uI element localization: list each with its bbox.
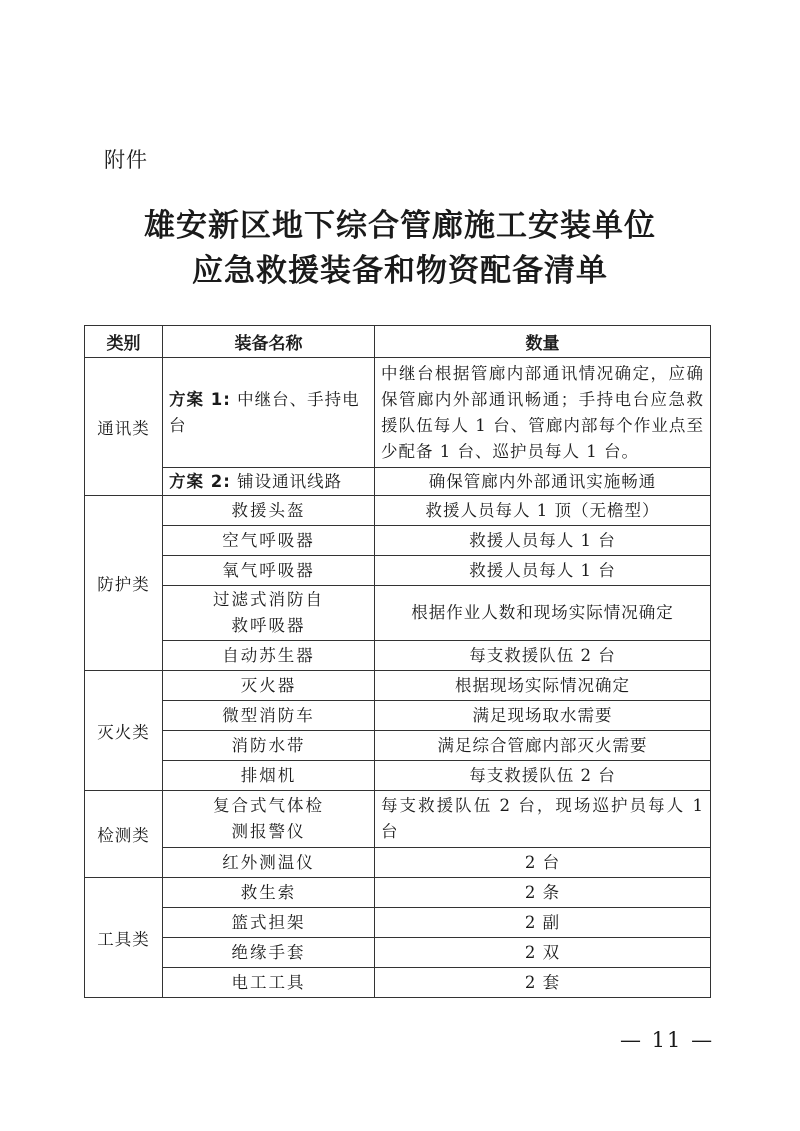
quantity-cell: 救援人员每人 1 台 — [375, 556, 711, 586]
equipment-name-cell: 篮式担架 — [163, 908, 375, 938]
attachment-label: 附件 — [104, 148, 148, 172]
table-row — [85, 556, 711, 586]
document-title-line-1: 雄安新区地下综合管廊施工安装单位 — [144, 208, 656, 244]
plan-2-name: 铺设通讯线路 — [237, 471, 343, 491]
quantity-cell: 救援人员每人 1 台 — [375, 526, 711, 556]
table-header-row — [85, 326, 711, 358]
quantity-cell: 2 台 — [375, 848, 711, 878]
quantity-cell: 每支救援队伍 2 台，现场巡护员每人 1 台 — [375, 791, 711, 848]
quantity-cell: 2 双 — [375, 938, 711, 968]
quantity-cell: 根据作业人数和现场实际情况确定 — [375, 586, 711, 641]
quantity-cell: 每支救援队伍 2 台 — [375, 641, 711, 671]
quantity-cell: 满足现场取水需要 — [375, 701, 711, 731]
quantity-cell: 确保管廊内外部通讯实施畅通 — [375, 468, 711, 496]
table-row — [85, 701, 711, 731]
equipment-name-cell: 救援头盔 — [163, 496, 375, 526]
header-equipment-name: 装备名称 — [163, 326, 375, 358]
table-row — [85, 641, 711, 671]
quantity-cell: 2 条 — [375, 878, 711, 908]
category-detection: 检测类 — [85, 791, 163, 878]
category-protection: 防护类 — [85, 496, 163, 671]
table-row — [85, 848, 711, 878]
equipment-name-cell: 消防水带 — [163, 731, 375, 761]
equipment-name-cell: 复合式气体检测报警仪 — [163, 791, 375, 848]
equipment-name-cell: 电工工具 — [163, 968, 375, 998]
quantity-cell: 每支救援队伍 2 台 — [375, 761, 711, 791]
table-row — [85, 878, 711, 908]
table-row — [85, 496, 711, 526]
equipment-name-cell: 排烟机 — [163, 761, 375, 791]
quantity-cell: 满足综合管廊内部灭火需要 — [375, 731, 711, 761]
category-tools: 工具类 — [85, 878, 163, 998]
plan-2-label: 方案 2: — [169, 471, 231, 491]
table-row — [85, 731, 711, 761]
table-row — [85, 526, 711, 556]
equipment-table — [84, 325, 711, 998]
equipment-name-cell: 灭火器 — [163, 671, 375, 701]
equipment-name-cell: 空气呼吸器 — [163, 526, 375, 556]
page-number: — 11 — — [620, 1028, 715, 1052]
quantity-cell: 根据现场实际情况确定 — [375, 671, 711, 701]
equipment-name-cell: 氧气呼吸器 — [163, 556, 375, 586]
table-row — [85, 938, 711, 968]
table-row — [85, 968, 711, 998]
table-row — [85, 791, 711, 848]
quantity-cell: 救援人员每人 1 顶（无檐型） — [375, 496, 711, 526]
category-fire-fighting: 灭火类 — [85, 671, 163, 791]
table-row — [85, 671, 711, 701]
table-row — [85, 908, 711, 938]
table-row — [85, 358, 711, 468]
header-category: 类别 — [85, 326, 163, 358]
equipment-name-cell — [163, 358, 375, 468]
quantity-cell: 2 套 — [375, 968, 711, 998]
equipment-name-cell: 红外测温仪 — [163, 848, 375, 878]
document-title-line-2: 应急救援装备和物资配备清单 — [192, 253, 608, 289]
equipment-name-cell: 过滤式消防自救呼吸器 — [163, 586, 375, 641]
plan-1-name: 中继台、手持电台 — [169, 389, 360, 435]
equipment-name-cell — [163, 468, 375, 496]
plan-1-label: 方案 1: — [169, 389, 231, 409]
quantity-cell: 中继台根据管廊内部通讯情况确定，应确保管廊内外部通讯畅通；手持电台应急救援队伍每人 1 台、管廊内部每个作业点至少配备 1 台、巡护员每人 1 台。 — [375, 358, 711, 468]
header-quantity: 数量 — [375, 326, 711, 358]
equipment-name-cell: 绝缘手套 — [163, 938, 375, 968]
equipment-name-cell: 微型消防车 — [163, 701, 375, 731]
equipment-name-cell: 自动苏生器 — [163, 641, 375, 671]
equipment-name-cell: 救生索 — [163, 878, 375, 908]
table-row — [85, 468, 711, 496]
table-row — [85, 586, 711, 641]
table-row — [85, 761, 711, 791]
category-communication: 通讯类 — [85, 358, 163, 496]
quantity-cell: 2 副 — [375, 908, 711, 938]
